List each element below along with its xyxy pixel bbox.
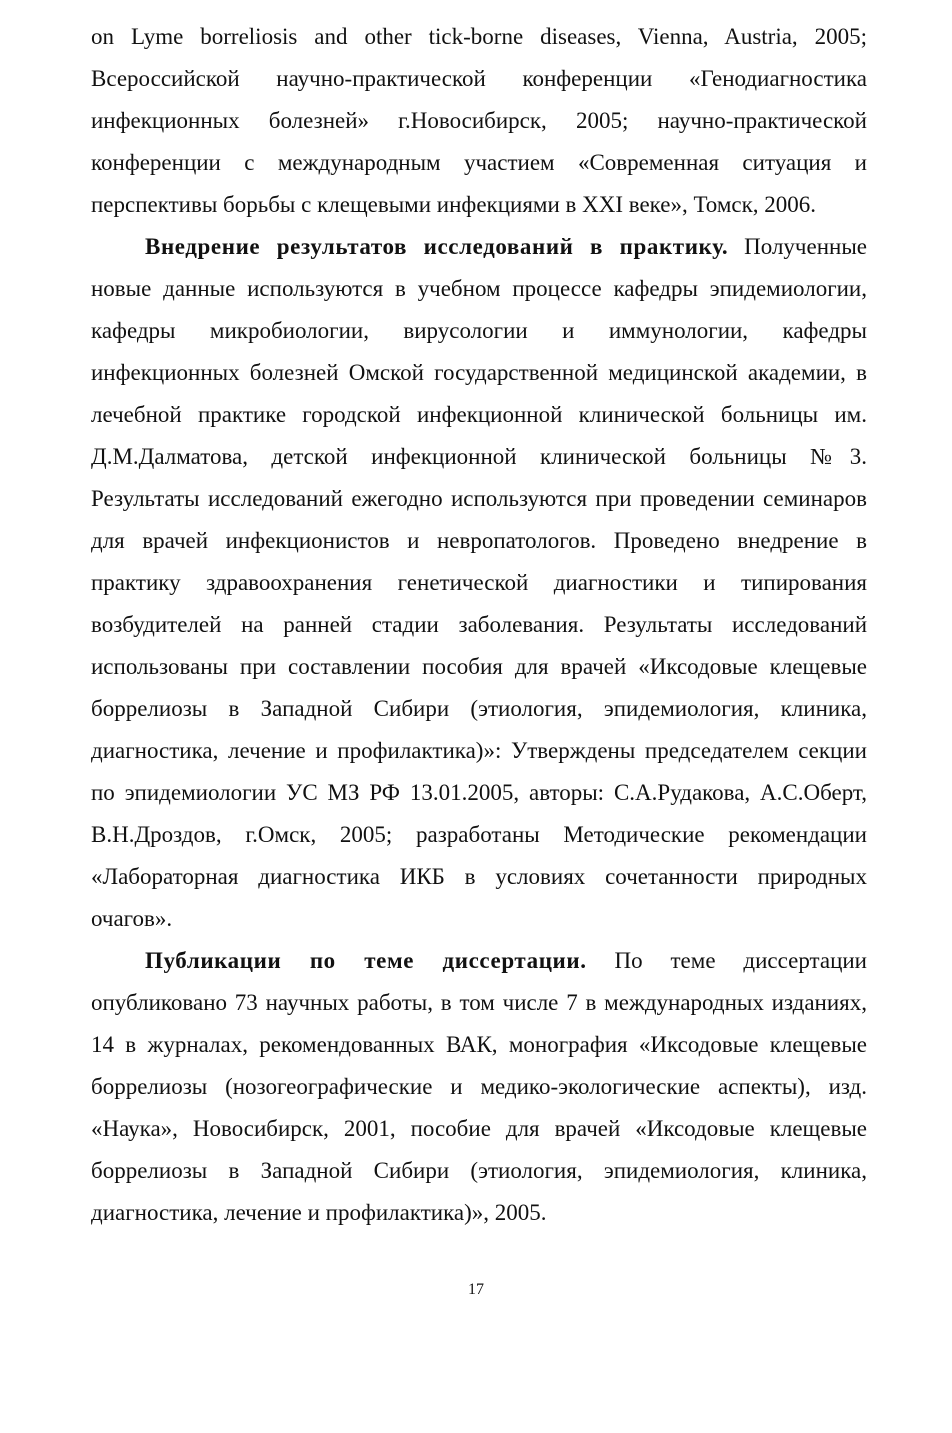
body-text: [91, 16, 867, 1234]
paragraph-implementation: [91, 226, 867, 940]
paragraph-conferences: [91, 16, 867, 226]
paragraph-heading: Внедрение результатов исследований в практику.: [145, 234, 729, 259]
paragraph-text: Полученные новые данные используются в учебном процессе кафедры эпидемиологии, кафедры микробиологии, вирусологии и иммунологии, кафедры инфекционных болезней Омской государственной медицинской академии, в лечебной практике городской инфекционной клинической больницы им. Д.М.Далматова, детской инфекционной клинической больницы №3. Результаты исследований ежегодно используются при проведении семинаров для врачей инфекционистов и невропатологов. Проведено внедрение в практику здравоохранения генетической диагностики и типирования возбудителей на ранней стадии заболевания. Результаты исследований использованы при составлении пособия для врачей «Иксодовые клещевые боррелиозы в Западной Сибири (этиология, эпидемиология, клиника, диагностика, лечение и профилактика)»: Утверждены председателем секции по эпидемиологии УС МЗ РФ 13.01.2005, авторы: С.А.Рудакова, А.С.Оберт, В.Н.Дроздов, г.Омск, 2005; разработаны Методические рекомендации «Лабораторная диагностика ИКБ в условиях сочетанности природных очагов».: [91, 234, 867, 931]
paragraph-text: on Lyme borreliosis and other tick-borne diseases, Vienna, Austria, 2005; Всероссийской научно-практической конференции «Генодиагностика инфекционных болезней» г.Новосибирск, 2005; научно-практической конференции с международным участием «Современная ситуация и перспективы борьбы с клещевыми инфекциями в XXI веке», Томск, 2006.: [91, 24, 867, 217]
paragraph-publications: [91, 940, 867, 1234]
paragraph-text: По теме диссертации опубликовано 73 научных работы, в том числе 7 в международных изданиях, 14 в журналах, рекомендованных ВАК, монография «Иксодовые клещевые боррелиозы (нозогеографические и медико-экологические аспекты), изд. «Наука», Новосибирск, 2001, пособие для врачей «Иксодовые клещевые боррелиозы в Западной Сибири (этиология, эпидемиология, клиника, диагностика, лечение и профилактика)», 2005.: [91, 948, 867, 1225]
paragraph-heading: Публикации по теме диссертации.: [145, 948, 587, 973]
page-number: 17: [468, 1281, 484, 1298]
